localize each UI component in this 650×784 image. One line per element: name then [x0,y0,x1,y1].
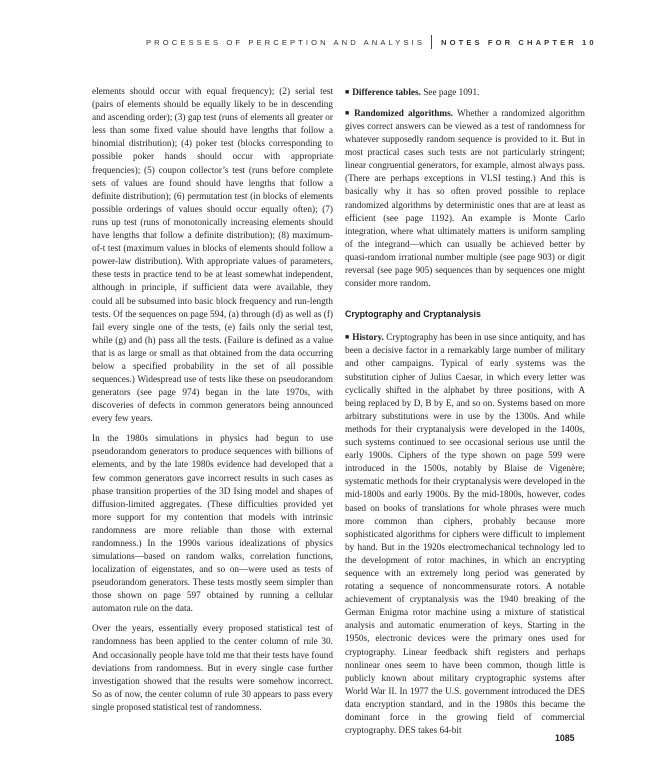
paragraph-rule-30-tests: Over the years, essentially every proposed statistical test of randomness has been applied to the center column of rule 30. And occasionally people have told me that their tests have found deviations from randomness. But in every single case further investigation showed that the results were somehow incorrect. So as of now, the center column of rule 30 appears to pass every single proposed statistical test of randomness. [92,624,333,713]
note-difference-tables [345,86,585,100]
note-text: Whether a randomized algorithm gives correct answers can be viewed as a test of randomness for whatever supposedly random sequence is provided to it. But in most practical cases such tests are not particularly stringent; linear congruential generators, for example, almost always pass. (There are perhaps exceptions in VLSI testing.) And this is basically why it has so often proved possible to replace randomized algorithms by deterministic ones that are at least as efficient (see page 1192). An example is Monte Carlo integration, where what ultimately matters is uniform sampling of the integrand—which can usually be achieved better by quasi-random irrational number multiple (see page 903) or digit reversal (see page 905) sequences than by sequences one might consider more random. [345,108,585,290]
bullet-square-icon: ■ [345,333,350,342]
running-head-right: NOTES FOR CHAPTER 10 [441,38,597,47]
section-heading: Cryptography and Cryptanalysis [345,309,481,320]
bullet-square-icon: ■ [345,88,350,96]
paragraph-statistical-tests: elements should occur with equal frequency); (2) serial test (pairs of elements should be equally likely to be in descending and ascending order); (3) gap test (runs of elements all greater or less than some fixed value should have lengths that follow a binomial distribution); (4) poker test (blocks corresponding to possible poker hands should occur with appropriate frequencies); (5) coupon collector’s test (runs before complete sets of values are found should have lengths that follow a definite distribution); (6) permutation test (in blocks of elements possible orderings of values should occur equally often); (7) runs up test (runs of monotonically increasing elements should have lengths that follow a definite distribution); (8) maximum-of-t test (maximum values in blocks of elements should follow a power-law distribution). With appropriate values of parameters, these tests in practice tend to be at least somewhat independent, although in principle, if sufficient data were available, they could all be subsumed into basic block frequency and run-length tests. Of the sequences on page 594, (a) through (d) as well as (f) fail every single one of the tests, (e) fails only the serial test, while (g) and (h) pass all the tests. (Failure is defined as a value that is as large or small as that obtained from the data occurring below a specified probability in the set of all possible sequences.) Widespread use of tests like these on pseudorandom generators (see page 974) began in the late 1970s, with discoveries of defects in common generators being announced every few years. [92,87,333,425]
right-column [345,86,585,745]
running-head-divider [431,35,432,49]
note-randomized-algorithms [345,107,585,291]
note-lead: Difference tables. [352,88,421,98]
paragraph-physics-simulations: In the 1980s simulations in physics had begun to use pseudorandom generators to produce sequences with billions of elements, and by the late 1980s evidence had developed that a few common generators gave incorrect results in such cases as phase transition properties of the 3D Ising model and shapes of diffusion-limited aggregates. (These difficulties provided yet more support for my contention that models with intrinsic randomness are more reliable than those with external randomness.) In the 1990s various idealizations of physics simulations—based on random walks, correlation functions, localization of eigenstates, and so on—were used as tests of pseudorandom generators. These tests mostly seem simpler than those shown on page 597 obtained by running a cellular automaton rule on the data. [92,434,333,615]
note-text: Cryptography has been in use since antiquity, and has been a decisive factor in a remarkably large number of military and other campaigns. Typical of early systems was the substitution cipher of Julius Caesar, in which every letter was cyclically shifted in the alphabet by three positions, with A being replaced by D, B by E, and so on. Systems based on more arbitrary substitutions were in use by the 1300s. And while methods for their cryptanalysis were developed in the 1400s, such systems continued to see occasional serious use until the early 1900s. Ciphers of the type shown on page 599 were introduced in the 1500s, notably by Blaise de Vigenère; systematic methods for their cryptanalysis were developed in the mid-1800s and early 1900s. By the mid-1800s, however, codes based on books of translations for whole phrases were much more common than ciphers, probably because more sophisticated algorithms for ciphers were difficult to implement by hand. But in the 1920s electromechanical technology led to the development of rotor machines, in which an encrypting sequence with an extremely long period was generated by rotating a sequence of noncommensurate rotors. A notable achievement of cryptanalysis was the 1940 breaking of the German Enigma rotor machine using a mixture of statistical analysis and automatic enumeration of keys. Starting in the 1950s, electronic devices were the primary ones used for cryptography. Linear feedback shift registers and perhaps nonlinear ones seem to have been common, though little is publicly known about military cryptographic systems after World War II. In 1977 the U.S. government introduced the DES data encryption standard, and in the 1980s this became the dominant force in the growing field of commercial cryptography. DES takes 64-bit [345,333,585,737]
running-head-left: PROCESSES OF PERCEPTION AND ANALYSIS [146,38,425,47]
note-history [345,331,585,738]
page-number: 1085 [555,733,575,743]
note-lead: History. [352,333,384,344]
note-lead: Randomized algorithms. [354,108,454,119]
note-text: See page 1091. [420,88,480,98]
left-column [92,86,333,722]
bullet-square-icon: ■ [345,108,352,117]
